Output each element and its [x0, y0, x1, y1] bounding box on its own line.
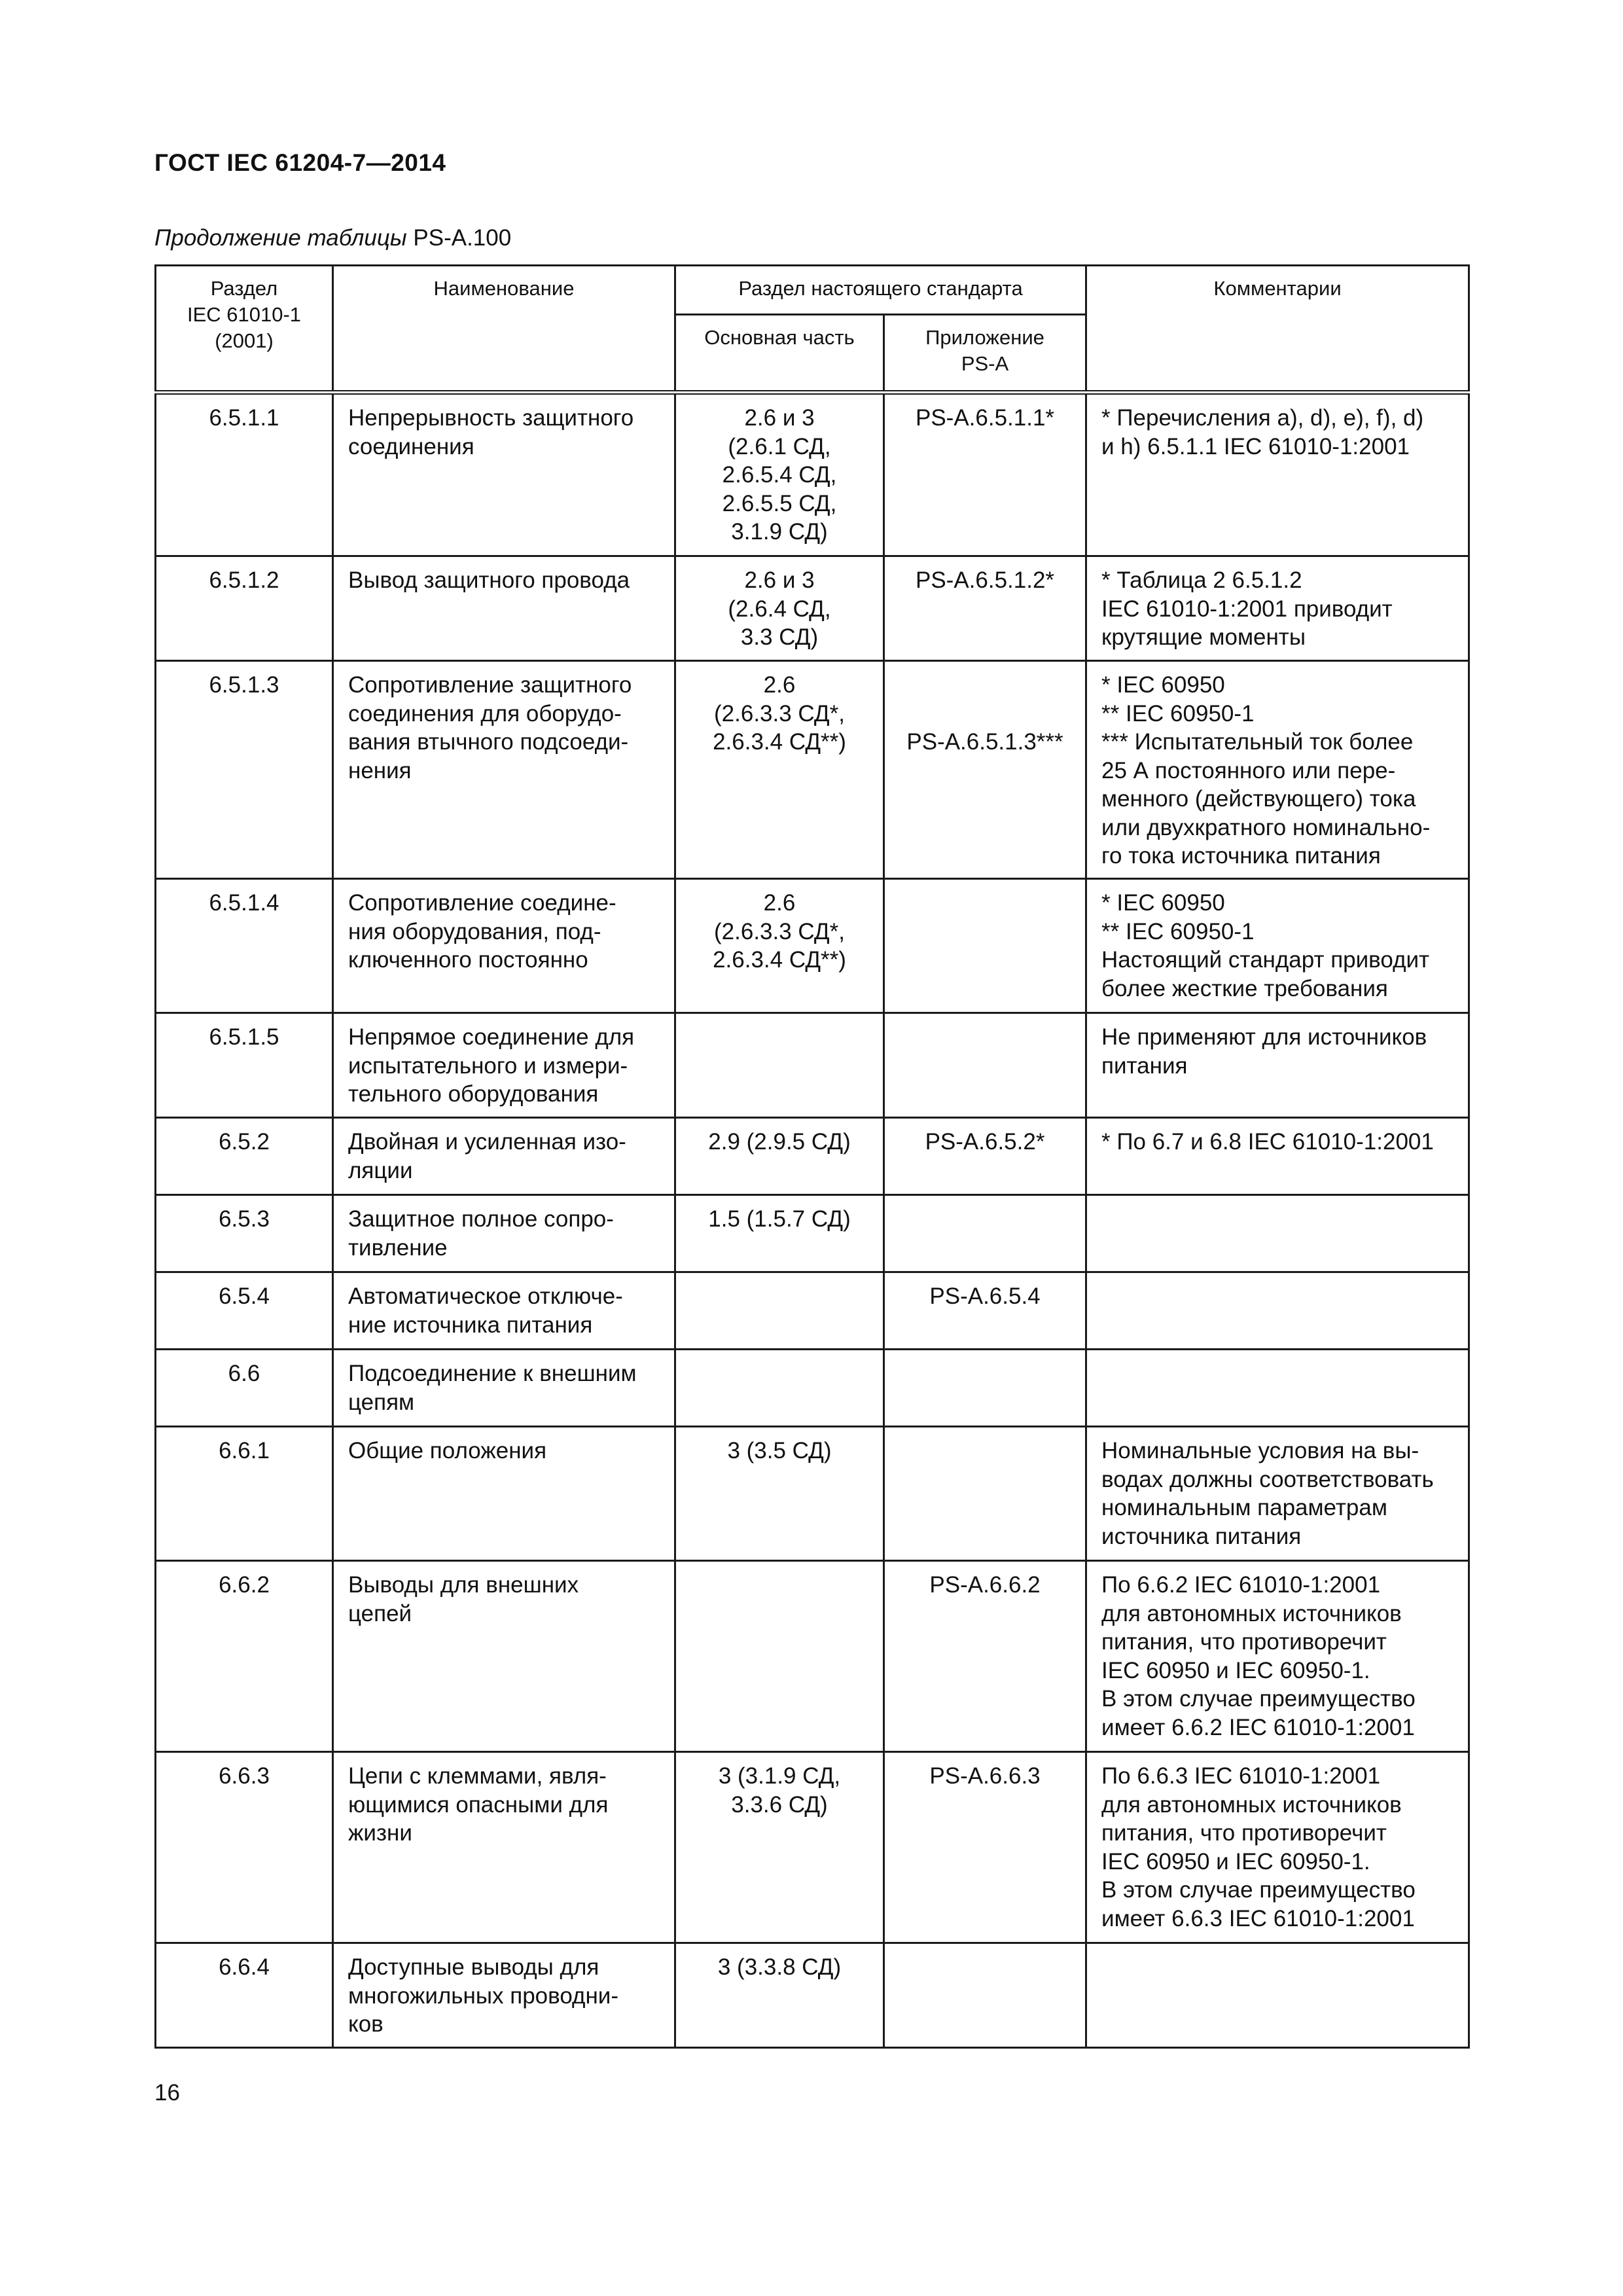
cell-comment [1086, 1943, 1469, 2048]
cell-main-part [675, 1013, 884, 1118]
cell-main-part [675, 1272, 884, 1350]
header-standard-group: Раздел настоящего стандарта [675, 266, 1086, 315]
cell-main-part: 2.9 (2.9.5 СД) [675, 1118, 884, 1195]
cell-main-part: 3 (3.3.8 СД) [675, 1943, 884, 2048]
cell-appendix [884, 1195, 1086, 1272]
cell-name: Вывод защитного провода [333, 556, 675, 661]
header-name: Наименование [333, 266, 675, 393]
header-appendix: Приложение PS-A [884, 315, 1086, 393]
cell-section: 6.5.2 [156, 1118, 333, 1195]
table-row [156, 1272, 1469, 1350]
header-section: Раздел IEC 61010-1 (2001) [156, 266, 333, 393]
table-row [156, 1118, 1469, 1195]
cell-appendix: PS-A.6.5.1.2* [884, 556, 1086, 661]
cell-section: 6.6.2 [156, 1561, 333, 1752]
table-caption-italic: Продолжение таблицы [154, 225, 407, 251]
cell-section: 6.5.1.4 [156, 879, 333, 1013]
cell-name: Защитное полное сопро- тивление [333, 1195, 675, 1272]
cell-main-part [675, 1561, 884, 1752]
page-number: 16 [154, 2080, 180, 2106]
cell-name: Непрерывность защитного соединения [333, 393, 675, 556]
cell-comment: Не применяют для источников питания [1086, 1013, 1469, 1118]
table-caption [154, 225, 511, 251]
cell-main-part [675, 1350, 884, 1427]
cell-comment: По 6.6.3 IEC 61010-1:2001 для автономных источников питания, что противоречит IEC 60950 и IEC 60950-1. В этом случае преимущество имеет 6.6.3 IEC 61010-1:2001 [1086, 1752, 1469, 1943]
cell-section: 6.5.1.1 [156, 393, 333, 556]
cell-main-part: 1.5 (1.5.7 СД) [675, 1195, 884, 1272]
cell-main-part: 2.6 и 3 (2.6.1 СД, 2.6.5.4 СД, 2.6.5.5 СД, 3.1.9 СД) [675, 393, 884, 556]
cell-section: 6.6 [156, 1350, 333, 1427]
table-row [156, 879, 1469, 1013]
cell-comment: * По 6.7 и 6.8 IEC 61010-1:2001 [1086, 1118, 1469, 1195]
cell-name: Доступные выводы для многожильных проводни- ков [333, 1943, 675, 2048]
table-row [156, 1427, 1469, 1561]
cell-section: 6.5.4 [156, 1272, 333, 1350]
cell-name: Общие положения [333, 1427, 675, 1561]
cell-section: 6.6.4 [156, 1943, 333, 2048]
cell-comment: * Таблица 2 6.5.1.2 IEC 61010-1:2001 приводит крутящие моменты [1086, 556, 1469, 661]
cell-comment: * IEC 60950 ** IEC 60950-1 *** Испытательный ток более 25 А постоянного или пере- менного (действующего) тока или двухкратного номинально- го тока источника питания [1086, 661, 1469, 879]
table-row [156, 1943, 1469, 2048]
cell-appendix: PS-A.6.6.3 [884, 1752, 1086, 1943]
cell-name: Двойная и усиленная изо- ляции [333, 1118, 675, 1195]
cell-name: Непрямое соединение для испытательного и измери- тельного оборудования [333, 1013, 675, 1118]
cell-name: Сопротивление защитного соединения для оборудо- вания втычного подсоеди- нения [333, 661, 675, 879]
table-row [156, 1195, 1469, 1272]
cell-appendix [884, 1350, 1086, 1427]
table-row [156, 1013, 1469, 1118]
cell-appendix [884, 1943, 1086, 2048]
document-title: ГОСТ IEC 61204-7—2014 [154, 149, 446, 176]
cell-appendix: PS-A.6.5.1.1* [884, 393, 1086, 556]
cell-appendix [884, 1013, 1086, 1118]
cell-appendix [884, 879, 1086, 1013]
table-caption-id: PS-A.100 [406, 225, 512, 251]
cell-comment [1086, 1272, 1469, 1350]
table-row [156, 1752, 1469, 1943]
cell-comment [1086, 1195, 1469, 1272]
cell-main-part: 2.6 (2.6.3.3 СД*, 2.6.3.4 СД**) [675, 879, 884, 1013]
table-row [156, 661, 1469, 879]
header-comments: Комментарии [1086, 266, 1469, 393]
cell-comment: * IEC 60950 ** IEC 60950-1 Настоящий стандарт приводит более жесткие требования [1086, 879, 1469, 1013]
cell-appendix: PS-A.6.5.2* [884, 1118, 1086, 1195]
cell-main-part: 2.6 и 3 (2.6.4 СД, 3.3 СД) [675, 556, 884, 661]
cell-name: Цепи с клеммами, явля- ющимися опасными для жизни [333, 1752, 675, 1943]
cell-comment: * Перечисления a), d), e), f), d) и h) 6.5.1.1 IEC 61010-1:2001 [1086, 393, 1469, 556]
cell-name: Подсоединение к внешним цепям [333, 1350, 675, 1427]
cell-section: 6.5.1.2 [156, 556, 333, 661]
cell-appendix: PS-A.6.5.1.3*** [884, 661, 1086, 879]
cell-comment: Номинальные условия на вы- водах должны соответствовать номинальным параметрам источника питания [1086, 1427, 1469, 1561]
cell-main-part: 3 (3.5 СД) [675, 1427, 884, 1561]
cell-name: Сопротивление соедине- ния оборудования, под- ключенного постоянно [333, 879, 675, 1013]
standards-table [154, 264, 1470, 2049]
cell-section: 6.5.3 [156, 1195, 333, 1272]
cell-section: 6.5.1.5 [156, 1013, 333, 1118]
table-row [156, 556, 1469, 661]
cell-comment [1086, 1350, 1469, 1427]
header-main-part: Основная часть [675, 315, 884, 393]
cell-section: 6.6.1 [156, 1427, 333, 1561]
cell-appendix: PS-A.6.5.4 [884, 1272, 1086, 1350]
cell-name: Автоматическое отключе- ние источника питания [333, 1272, 675, 1350]
table-row [156, 1350, 1469, 1427]
cell-appendix [884, 1427, 1086, 1561]
table-row [156, 393, 1469, 556]
table-row [156, 1561, 1469, 1752]
cell-main-part: 2.6 (2.6.3.3 СД*, 2.6.3.4 СД**) [675, 661, 884, 879]
cell-section: 6.5.1.3 [156, 661, 333, 879]
cell-name: Выводы для внешних цепей [333, 1561, 675, 1752]
cell-comment: По 6.6.2 IEC 61010-1:2001 для автономных источников питания, что противоречит IEC 60950 и IEC 60950-1. В этом случае преимущество имеет 6.6.2 IEC 61010-1:2001 [1086, 1561, 1469, 1752]
cell-appendix: PS-A.6.6.2 [884, 1561, 1086, 1752]
cell-main-part: 3 (3.1.9 СД, 3.3.6 СД) [675, 1752, 884, 1943]
cell-section: 6.6.3 [156, 1752, 333, 1943]
